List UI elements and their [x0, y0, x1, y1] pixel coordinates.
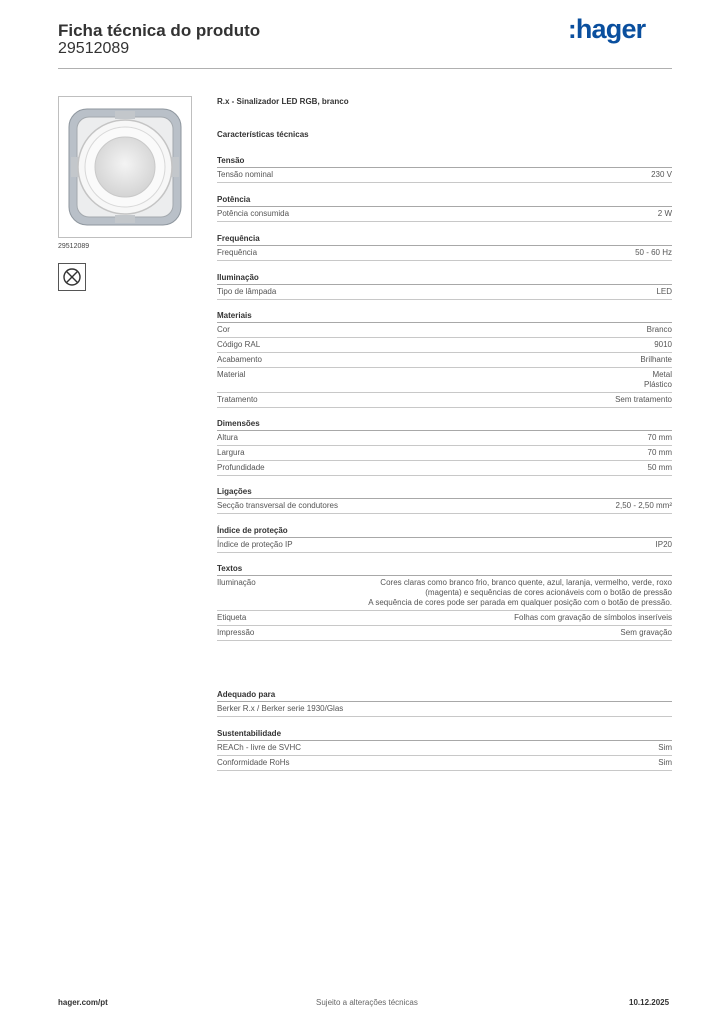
spec-group-potencia: [217, 194, 672, 222]
spec-group-dimensoes: [217, 418, 672, 476]
photo-caption: 29512089: [58, 243, 90, 250]
group-title: Textos: [217, 563, 672, 576]
product-title: R.x - Sinalizador LED RGB, branco: [217, 97, 349, 106]
spec-group-materiais: [217, 310, 672, 408]
spec-group-indice-protecao: [217, 525, 672, 553]
spec-row: Frequência 50 - 60 Hz: [217, 246, 672, 261]
spec-row: REACh - livre de SVHC Sim: [217, 741, 672, 756]
group-title: Iluminação: [217, 272, 672, 285]
spec-group-tensao: [217, 155, 672, 183]
spec-row: Profundidade 50 mm: [217, 461, 672, 476]
group-title: Adequado para: [217, 689, 672, 702]
product-code: 29512089: [58, 40, 130, 57]
page-title: Ficha técnica do produto: [58, 21, 261, 40]
footer-date: 10.12.2025: [629, 998, 670, 1007]
lamp-symbol-icon: [58, 263, 86, 291]
product-photo: [58, 96, 192, 238]
spec-group-frequencia: [217, 233, 672, 261]
footer-disclaimer: Sujeito a alterações técnicas: [316, 998, 418, 1007]
group-title: Tensão: [217, 155, 672, 168]
spec-row: Potência consumida 2 W: [217, 207, 672, 222]
spec-row: Berker R.x / Berker serie 1930/Glas: [217, 702, 672, 717]
group-title: Materiais: [217, 310, 672, 323]
spec-row: Índice de proteção IP IP20: [217, 538, 672, 553]
spec-group-iluminacao: [217, 272, 672, 300]
group-title: Dimensões: [217, 418, 672, 431]
hager-logo: :hager: [568, 14, 646, 44]
led-signal-image: [59, 97, 191, 237]
spec-row: Secção transversal de condutores 2,50 - 2,50 mm²: [217, 499, 672, 514]
spec-row: Cor Branco: [217, 323, 672, 338]
spec-row: Acabamento Brilhante: [217, 353, 672, 368]
group-title: Frequência: [217, 233, 672, 246]
spec-row: Material Metal Plástico: [217, 368, 672, 393]
spec-row: Tipo de lâmpada LED: [217, 285, 672, 300]
spec-row: Etiqueta Folhas com gravação de símbolos inseríveis: [217, 611, 672, 626]
group-title: Sustentabilidade: [217, 728, 672, 741]
spec-row: Largura 70 mm: [217, 446, 672, 461]
spec-row: Tensão nominal 230 V: [217, 168, 672, 183]
header-divider: [58, 68, 672, 69]
spec-group-ligacoes: [217, 486, 672, 514]
spec-group-sustentabilidade: [217, 728, 672, 771]
spec-row: Impressão Sem gravação: [217, 626, 672, 641]
spec-row: Tratamento Sem tratamento: [217, 393, 672, 408]
spec-row: Conformidade RoHs Sim: [217, 756, 672, 771]
spec-group-textos: [217, 563, 672, 641]
group-title: Potência: [217, 194, 672, 207]
footer-website-link[interactable]: hager.com/pt: [58, 998, 108, 1007]
spec-row: Altura 70 mm: [217, 431, 672, 446]
group-title: Ligações: [217, 486, 672, 499]
technical-characteristics-heading: Características técnicas: [217, 130, 309, 139]
group-title: Índice de proteção: [217, 525, 672, 538]
spec-row: Código RAL 9010: [217, 338, 672, 353]
spec-group-adequado-para: [217, 689, 672, 717]
spec-row: Iluminação Cores claras como branco frio, branco quente, azul, laranja, vermelho, verde, roxo (magenta) e sequências de cores acionáveis com o botão de pressão A sequência de cores pode ser parada em qualquer posição com o botão de pressão.: [217, 576, 672, 611]
